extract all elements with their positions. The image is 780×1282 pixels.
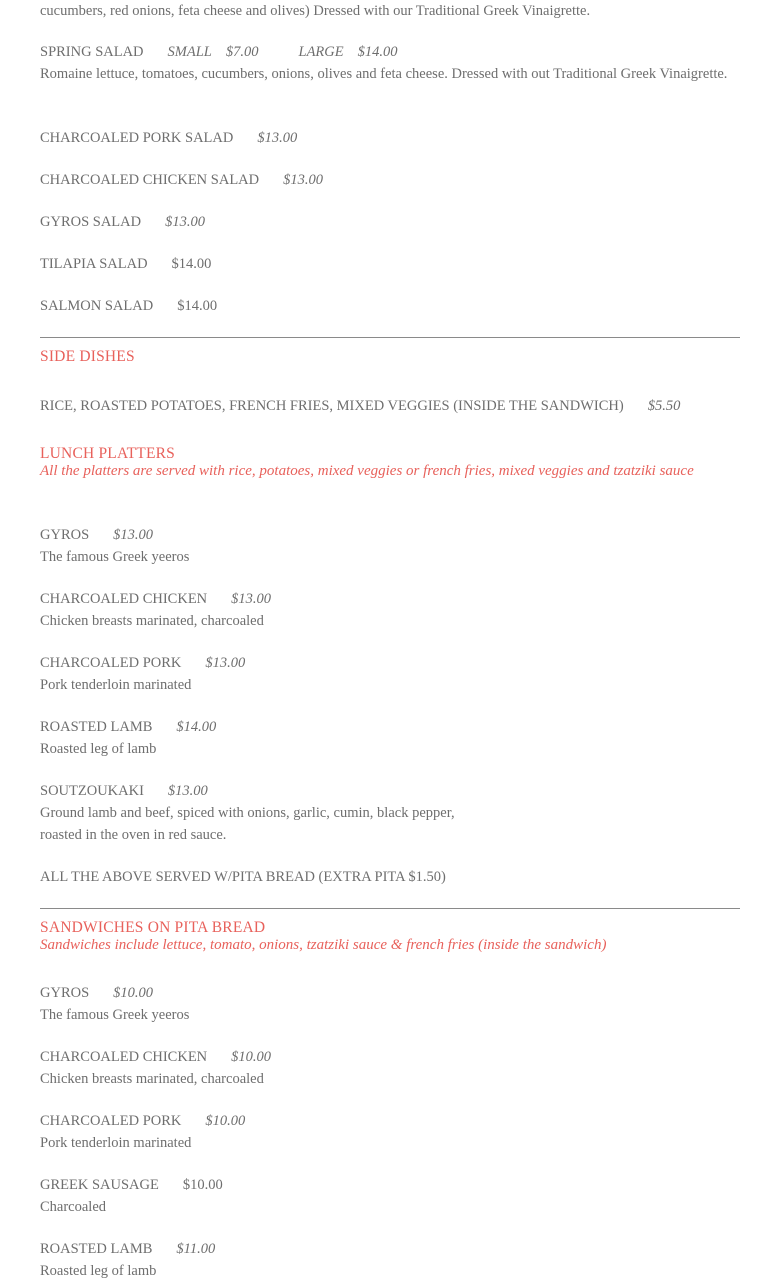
item-price: $10.00 [113,985,154,1001]
menu-item [40,524,153,546]
item-name: ROASTED LAMB [40,719,153,735]
menu-item [40,211,205,233]
menu-item [40,1238,215,1260]
item-description: Chicken breasts marinated, charcoaled [40,613,264,629]
section-divider [40,337,740,338]
section-subheading: All the platters are served with rice, potatoes, mixed veggies or french fries, mixed veggies and tzatziki sauce [40,463,694,479]
item-price: $13.00 [231,591,272,607]
section-heading-side-dishes: SIDE DISHES [40,348,135,365]
item-description: Romaine lettuce, tomatoes, cucumbers, onions, olives and feta cheese. Dressed with out Traditional Greek Vinaigrette. [40,66,728,82]
item-name: CHARCOALED PORK SALAD [40,130,234,146]
menu-item [40,588,271,610]
menu-item [40,1174,223,1196]
item-name: SPRING SALAD [40,44,144,60]
menu-item [40,652,245,674]
item-price: $13.00 [113,527,154,543]
item-price: $13.00 [257,130,298,146]
item-name: GREEK SAUSAGE [40,1177,159,1193]
item-name: GYROS [40,527,90,543]
item-price: $14.00 [171,256,212,272]
menu-item [40,295,217,317]
item-description: Ground lamb and beef, spiced with onions, garlic, cumin, black pepper, [40,805,455,821]
section-subheading: Sandwiches include lettuce, tomato, onions, tzatziki sauce & french fries (inside the sandwich) [40,937,607,953]
item-description: Pork tenderloin marinated [40,677,192,693]
item-description: roasted in the oven in red sauce. [40,827,227,843]
item-name: ROASTED LAMB [40,1241,153,1257]
item-price: $13.00 [205,655,246,671]
item-description: Roasted leg of lamb [40,741,157,757]
item-name: RICE, ROASTED POTATOES, FRENCH FRIES, MIXED VEGGIES (INSIDE THE SANDWICH) [40,398,624,414]
item-name: CHARCOALED PORK [40,655,182,671]
item-price: $10.00 [205,1113,246,1129]
menu-item-spring-salad [40,41,397,63]
menu-item [40,253,211,275]
item-name: CHARCOALED CHICKEN [40,1049,208,1065]
item-description: Charcoaled [40,1199,107,1215]
menu-item [40,127,297,149]
item-description: Pork tenderloin marinated [40,1135,192,1151]
menu-item [40,982,153,1004]
item-name: CHARCOALED CHICKEN SALAD [40,172,260,188]
item-description: Roasted leg of lamb [40,1263,157,1279]
menu-item [40,716,216,738]
section-heading-lunch-platters: LUNCH PLATTERS [40,445,175,462]
item-description: The famous Greek yeeros [40,1007,190,1023]
section-note: ALL THE ABOVE SERVED W/PITA BREAD (EXTRA PITA $1.50) [40,869,446,885]
menu-item [40,169,323,191]
menu-item [40,1046,271,1068]
item-name: TILAPIA SALAD [40,256,148,272]
item-name: CHARCOALED PORK [40,1113,182,1129]
price-small: $7.00 [225,44,259,60]
salad-intro-tail: cucumbers, red onions, feta cheese and olives) Dressed with our Traditional Greek Vinaigrette. [40,3,591,19]
size-label-small: SMALL [167,44,212,60]
item-price: $11.00 [176,1241,216,1257]
item-description: The famous Greek yeeros [40,549,190,565]
item-name: GYROS SALAD [40,214,142,230]
item-price: $13.00 [283,172,323,188]
item-price: $10.00 [231,1049,272,1065]
menu-item [40,1110,245,1132]
item-price: $14.00 [177,298,218,314]
section-heading-sandwiches: SANDWICHES ON PITA BREAD [40,919,266,936]
menu-item [40,780,208,802]
price-large: $14.00 [357,44,398,60]
item-name: SALMON SALAD [40,298,154,314]
item-price: $14.00 [176,719,217,735]
section-divider [40,908,740,909]
item-price: $10.00 [182,1177,223,1193]
item-price: $13.00 [165,214,205,230]
item-name: SOUTZOUKAKI [40,783,144,799]
item-price: $13.00 [167,783,208,799]
item-name: CHARCOALED CHICKEN [40,591,208,607]
menu-item [40,395,680,417]
item-price: $5.50 [647,398,681,414]
item-description: Chicken breasts marinated, charcoaled [40,1071,264,1087]
item-name: GYROS [40,985,90,1001]
size-label-large: LARGE [298,44,344,60]
